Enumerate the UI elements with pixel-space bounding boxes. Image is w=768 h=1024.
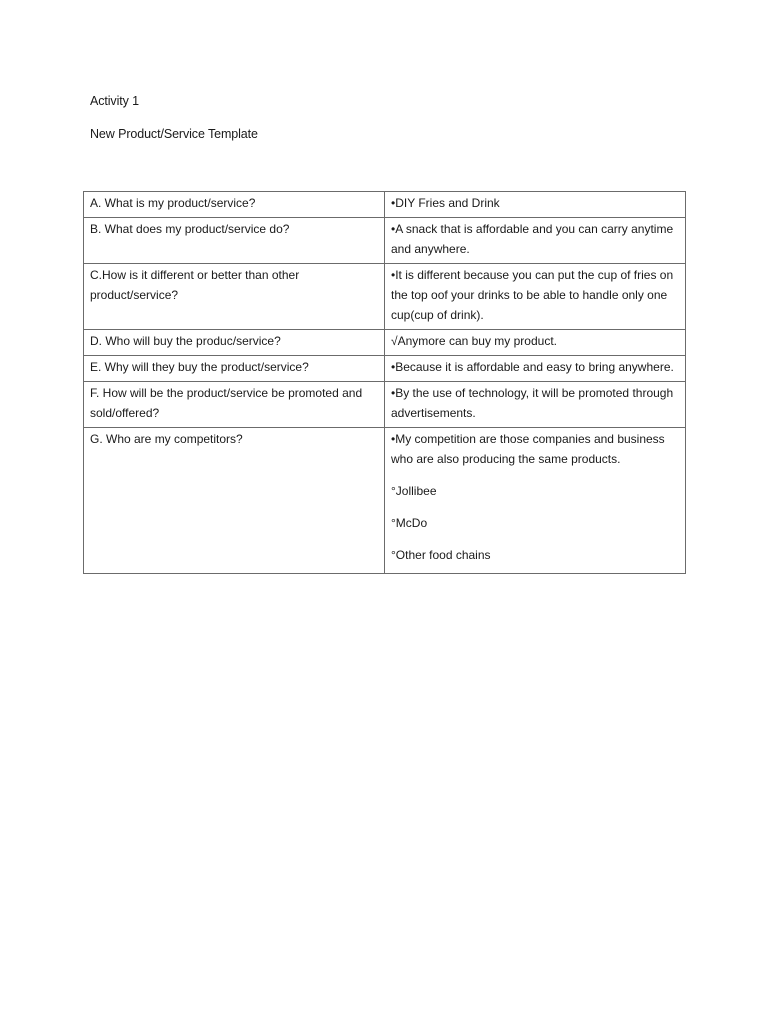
answer-cell: •DIY Fries and Drink bbox=[385, 192, 686, 218]
table-row bbox=[84, 382, 686, 428]
answer-cell: •It is different because you can put the cup of fries on the top oof your drinks to be able to handle only one cup(cup of drink). bbox=[385, 264, 686, 330]
table-row bbox=[84, 264, 686, 330]
competitor-item: °McDo bbox=[391, 516, 428, 530]
activity-title: Activity 1 bbox=[90, 94, 140, 108]
question-cell: E. Why will they buy the product/service? bbox=[84, 356, 385, 382]
question-cell: A. What is my product/service? bbox=[84, 192, 385, 218]
answer-text: •My competition are those companies and business who are also producing the same products. bbox=[391, 432, 665, 466]
question-cell: D. Who will buy the produc/service? bbox=[84, 330, 385, 356]
answer-cell: •Because it is affordable and easy to bring anywhere. bbox=[385, 356, 686, 382]
table-row bbox=[84, 330, 686, 356]
template-title: New Product/Service Template bbox=[90, 127, 258, 141]
question-cell: G. Who are my competitors? bbox=[84, 428, 385, 574]
question-cell: B. What does my product/service do? bbox=[84, 218, 385, 264]
table-row bbox=[84, 218, 686, 264]
answer-cell: •A snack that is affordable and you can carry anytime and anywhere. bbox=[385, 218, 686, 264]
competitor-item: °Jollibee bbox=[391, 484, 437, 498]
answer-cell: √Anymore can buy my product. bbox=[385, 330, 686, 356]
answer-cell bbox=[385, 428, 686, 574]
question-cell: C.How is it different or better than other product/service? bbox=[84, 264, 385, 330]
table-row bbox=[84, 356, 686, 382]
table-row bbox=[84, 428, 686, 574]
question-cell: F. How will be the product/service be promoted and sold/offered? bbox=[84, 382, 385, 428]
table-row bbox=[84, 192, 686, 218]
answer-cell: •By the use of technology, it will be promoted through advertisements. bbox=[385, 382, 686, 428]
product-service-table bbox=[83, 191, 686, 574]
competitor-item: °Other food chains bbox=[391, 548, 491, 562]
